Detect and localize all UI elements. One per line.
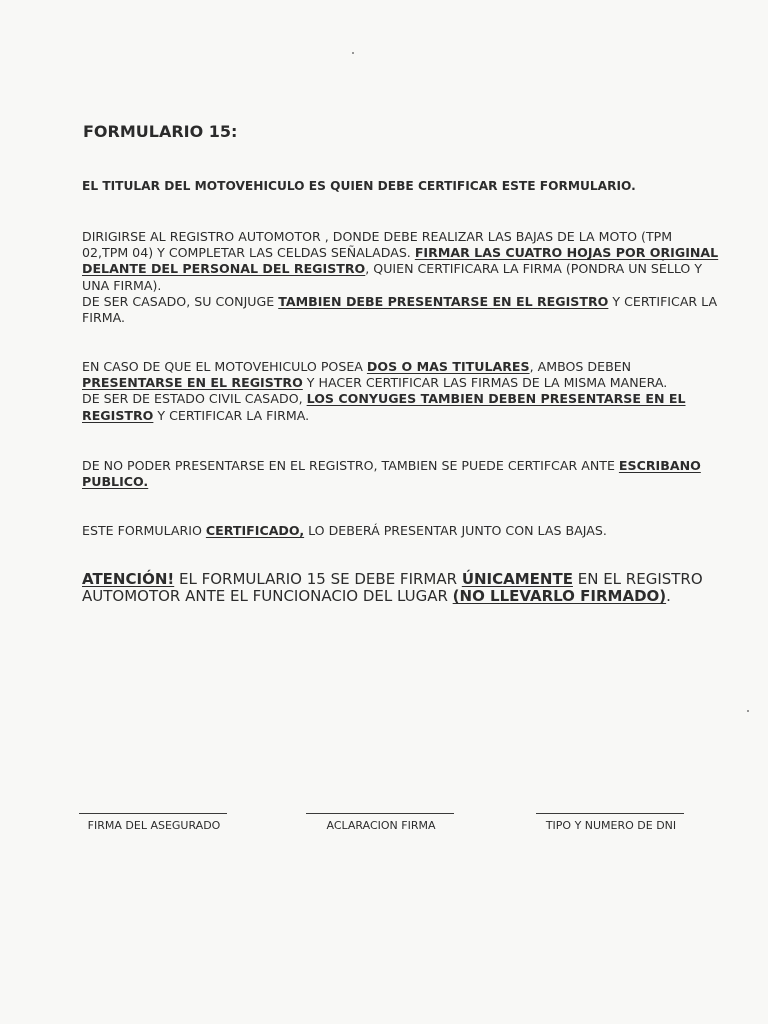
p2-text-2: , AMBOS DEBEN: [529, 359, 632, 374]
p2-text-4: DE SER DE ESTADO CIVIL CASADO,: [82, 391, 307, 407]
warning-emphasis-attention: ATENCIÓN!: [82, 570, 175, 588]
p1-text-4: DE SER CASADO, SU CONJUGE: [82, 293, 279, 309]
p2-text-3: Y HACER CERTIFICAR LAS FIRMAS DE LA MISMA MANERA.: [302, 375, 668, 391]
p3-emphasis-notary: ESCRIBANO PUBLICO.: [82, 458, 701, 490]
p2-emphasis-present: PRESENTARSE EN EL REGISTRO: [82, 375, 303, 391]
signature-line: [79, 813, 227, 814]
notary-paragraph: [82, 458, 722, 490]
signature-field-insured: [79, 813, 229, 843]
p4-emphasis-certified: CERTIFICADO,: [205, 523, 305, 538]
p2-emphasis-owners: DOS O MAS TITULARES: [366, 359, 530, 374]
warning-text-1: EL FORMULARIO 15 SE DEBE FIRMAR: [174, 570, 462, 588]
p1-text-5: Y CERTIFICAR LA FIRMA.: [82, 293, 718, 326]
instructions-paragraph: [82, 229, 722, 326]
intro-paragraph: EL TITULAR DEL MOTOVEHICULO ES QUIEN DEBE CERTIFICAR ESTE FORMULARIO.: [82, 179, 636, 193]
signature-field-clarification: [306, 813, 456, 843]
p4-text-2: LO DEBERÁ PRESENTAR JUNTO CON LAS BAJAS.: [304, 523, 607, 538]
p1-emphasis-sign-four-sheets: FIRMAR LAS CUATRO HOJAS POR ORIGINAL: [414, 245, 719, 261]
signature-label: FIRMA DEL ASEGURADO: [87, 819, 221, 832]
warning-text-2: EN EL REGISTRO AUTOMOTOR ANTE EL FUNCIONACIO DEL LUGAR: [82, 570, 703, 605]
signature-field-dni: [536, 813, 686, 843]
p2-text-1: EN CASO DE QUE EL MOTOVEHICULO POSEA: [82, 359, 367, 374]
p1-emphasis-spouse: TAMBIEN DEBE PRESENTARSE EN EL REGISTRO: [278, 293, 609, 309]
p1-emphasis-registry-staff: DELANTE DEL PERSONAL DEL REGISTRO: [82, 261, 366, 277]
p2-emphasis-spouses: LOS CONYUGES TAMBIEN DEBEN PRESENTARSE EN EL REGISTRO: [82, 391, 686, 423]
warning-text-3: .: [666, 586, 671, 605]
p3-text-1: DE NO PODER PRESENTARSE EN EL REGISTRO, TAMBIEN SE PUEDE CERTIFCAR ANTE: [82, 458, 619, 473]
certified-paragraph: [82, 523, 722, 539]
signature-line: [536, 813, 684, 814]
warning-emphasis-not-signed: (NO LLEVARLO FIRMADO): [452, 586, 667, 605]
p4-text-1: ESTE FORMULARIO: [82, 523, 206, 538]
scan-speck: [747, 710, 749, 712]
signature-line: [306, 813, 454, 814]
multiple-owners-paragraph: [82, 359, 722, 424]
scan-speck: [352, 52, 354, 54]
p1-text-3: , QUIEN CERTIFICARA LA FIRMA (PONDRA UN SELLO Y UNA FIRMA).: [82, 261, 703, 293]
warning-emphasis-only: ÚNICAMENTE: [461, 570, 573, 588]
attention-warning: [82, 571, 742, 604]
form-title: FORMULARIO 15:: [83, 122, 238, 141]
signature-label: ACLARACION FIRMA: [326, 819, 436, 832]
p2-text-5: Y CERTIFICAR LA FIRMA.: [153, 407, 310, 423]
signature-label: TIPO Y NUMERO DE DNI: [545, 819, 677, 832]
p1-text-1: DIRIGIRSE AL REGISTRO AUTOMOTOR , DONDE DEBE REALIZAR LAS BAJAS DE LA MOTO (TPM 02,TPM 04) Y COMPLETAR LAS CELDAS SEÑALADAS.: [82, 229, 673, 261]
